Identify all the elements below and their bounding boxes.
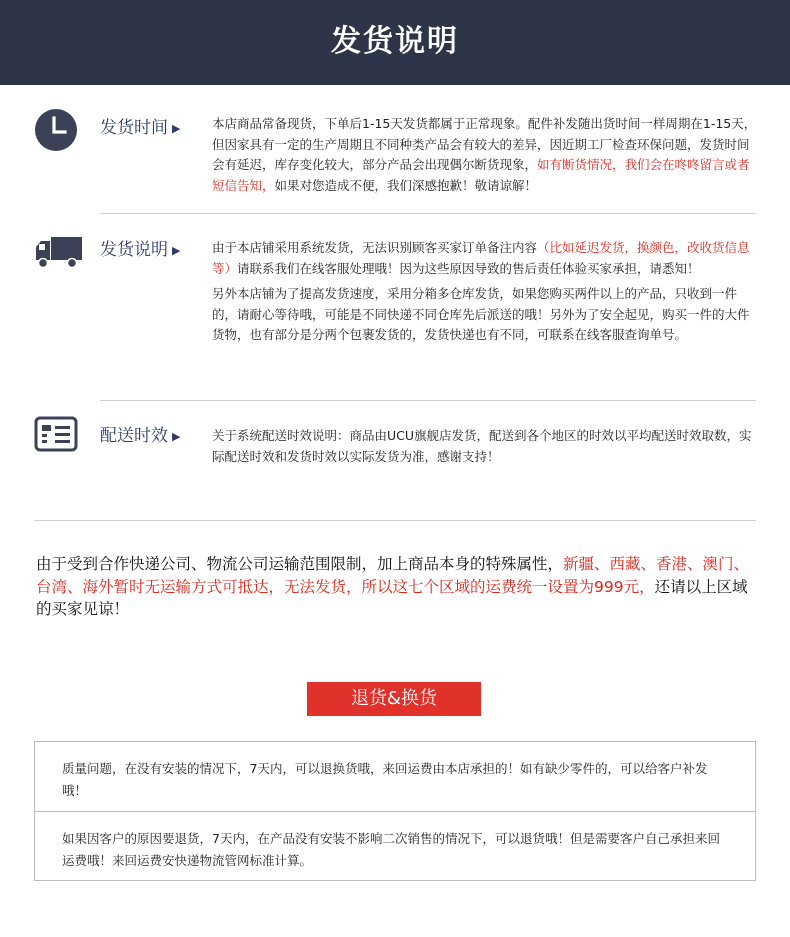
text-part: 由于本店铺采用系统发货，无法识别顾客买家订单备注内容	[212, 240, 538, 255]
section-label	[100, 424, 180, 450]
truck-icon	[34, 234, 84, 278]
page-title: 发货说明	[331, 24, 459, 59]
text-part: 如果对您造成不便，我们深感抱歉！敬请谅解！	[274, 177, 538, 193]
divider	[100, 213, 756, 214]
section-label	[100, 116, 180, 142]
divider	[34, 520, 756, 521]
text-part: 请联系我们在线客服处理哦！因为这些原因导致的售后责任体验买家承担，请悉知！	[237, 260, 700, 276]
text-part-highlight: 如有断货情况，我们会在咚咚留言或者短信告知，	[212, 157, 750, 193]
notice-text: 由于受到合作快递公司、物流公司运输范围限制，加上商品本身的特殊属性，	[36, 555, 564, 573]
section-text	[212, 114, 760, 196]
shipping-restriction-notice	[36, 553, 760, 621]
section-label-text: 发货说明	[100, 240, 168, 260]
section-label-text: 发货时间	[100, 118, 168, 138]
section-text	[212, 238, 760, 346]
returns-box-customer	[34, 811, 756, 881]
arrow-right-icon: ▶	[172, 244, 181, 257]
section-label-text: 配送时效	[100, 426, 168, 446]
id-card-icon	[34, 416, 84, 460]
arrow-right-icon: ▶	[172, 122, 181, 135]
divider	[100, 400, 756, 401]
notice-highlight: 新疆、西藏、香港、澳门、台湾、海外暂时无运输方式可抵达，无法发货，所以这七个区域的运费统一设置为999元，	[36, 555, 750, 596]
returns-text: 如果因客户的原因要退货，7天内，在产品没有安装不影响二次销售的情况下，可以退货哦！但是需要客户自己承担来回运费哦！来回运费安快递物流管网标准计算。	[62, 831, 720, 868]
returns-exchange-banner: 退货&换货	[307, 682, 481, 716]
page-header	[0, 0, 790, 85]
text-paragraph: 另外本店铺为了提高发货速度，采用分箱多仓库发货，如果您购买两件以上的产品，只收到一件的，请耐心等待哦，可能是不同快递不同仓库先后派送的哦！另外为了安全起见，购买一件的大件货物，也有部分是分两个包裹发货的，发货快递也有不同，可联系在线客服查询单号。	[212, 286, 750, 342]
text-paragraph: 关于系统配送时效说明：商品由UCU旗舰店发货，配送到各个地区的时效以平均配送时效取数，实际配送时效和发货时效以实际发货为准，感谢支持！	[212, 428, 752, 464]
section-text	[212, 426, 760, 467]
section-label	[100, 238, 180, 264]
text-part-highlight: （比如延迟发货，换颜色，改收货信息等）	[212, 240, 750, 276]
notice-text: 还请以上区域的买家见谅！	[36, 577, 748, 618]
text-part: 本店商品常备现货，下单后1-15天发货都属于正常现象。配件补发随出货时间一样周期在1-15天，但因家具有一定的生产周期且不同种类产品会有较大的差异，因近期工厂检查环保问题，发货时间会有延迟，库存变化较大，部分产品会出现偶尔断货现象，	[212, 116, 757, 172]
arrow-right-icon: ▶	[172, 430, 181, 443]
clock-icon	[34, 108, 84, 152]
returns-box-quality	[34, 741, 756, 812]
returns-text: 质量问题，在没有安装的情况下，7天内，可以退换货哦，来回运费由本店承担的！如有缺少零件的，可以给客户补发哦！	[62, 761, 708, 798]
